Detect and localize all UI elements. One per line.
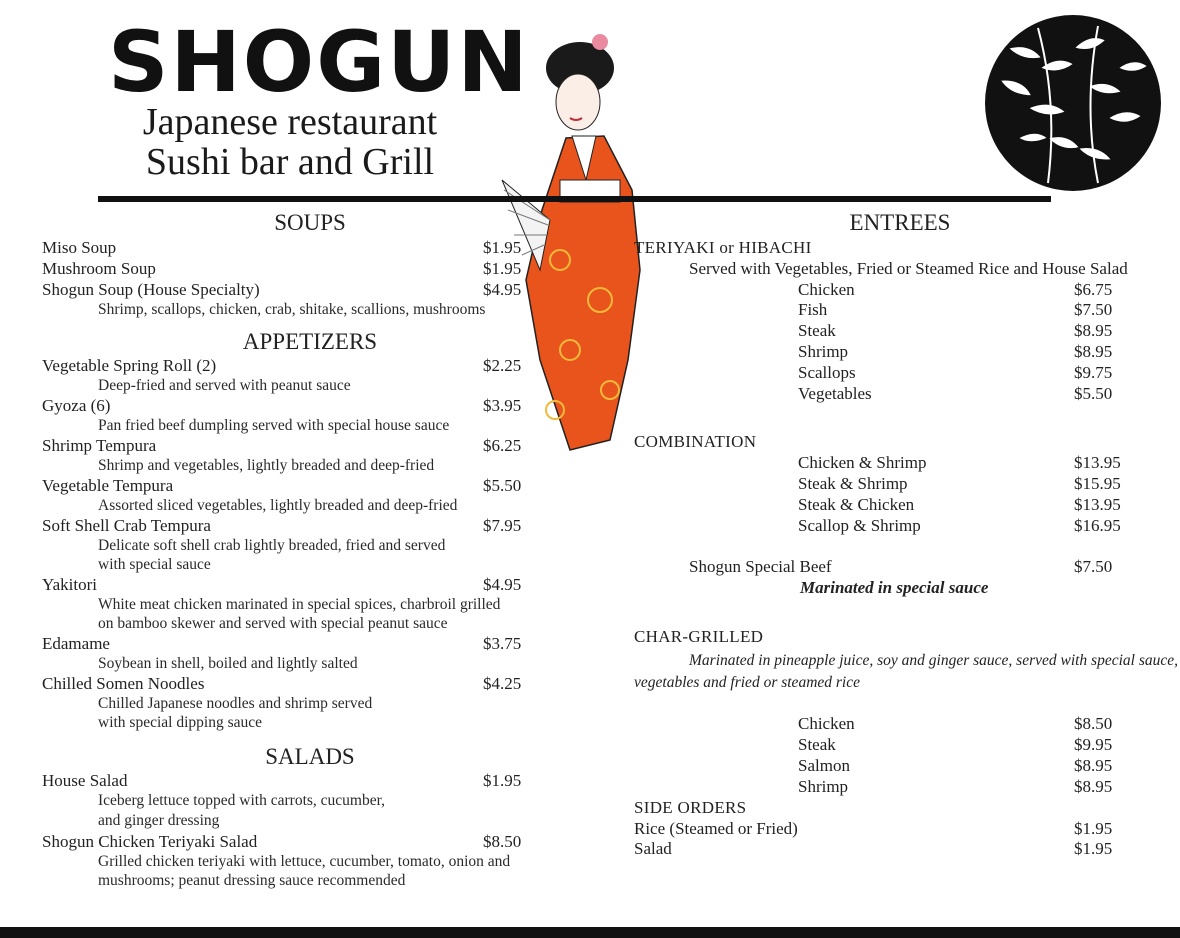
menu-item-description: with special sauce	[98, 556, 211, 573]
subtitle-line-1: Japanese restaurant	[142, 101, 438, 143]
salads-heading: SALADS	[265, 744, 355, 769]
brand-logo: SHOGUN	[108, 13, 530, 111]
menu-item-name: Shrimp	[798, 342, 849, 361]
menu-item-name: Salad	[634, 839, 672, 858]
menu-item-price: $3.75	[483, 634, 522, 653]
menu-item-price: $1.95	[1074, 839, 1113, 858]
menu-item-price: $8.95	[1074, 777, 1113, 796]
menu-item-price: $4.25	[483, 674, 522, 693]
menu-item-price: $4.95	[483, 280, 522, 299]
menu-item-price: $6.75	[1074, 280, 1113, 299]
menu-item-price: $3.95	[483, 396, 522, 415]
teriyaki-note: Served with Vegetables, Fried or Steamed Rice and House Salad	[689, 259, 1128, 278]
menu-item-description: Chilled Japanese noodles and shrimp served	[98, 695, 373, 712]
menu-item-name: Fish	[798, 300, 828, 319]
menu-item-description: Delicate soft shell crab lightly breaded, fried and served	[98, 537, 446, 554]
menu-item-name: Chilled Somen Noodles	[42, 674, 205, 693]
menu-item-name: Chicken & Shrimp	[798, 453, 927, 472]
menu-item-description: on bamboo skewer and served with special peanut sauce	[98, 615, 448, 632]
menu-item-description: Deep-fried and served with peanut sauce	[98, 377, 351, 394]
menu-item-price: $7.95	[483, 516, 522, 535]
menu-item-name: Shogun Soup (House Specialty)	[42, 280, 260, 299]
char-grilled-note: Marinated in pineapple juice, soy and ginger sauce, served with special sauce,	[689, 652, 1179, 669]
menu-item-description: Shrimp, scallops, chicken, crab, shitake, scallions, mushrooms	[98, 301, 486, 318]
menu-item-name: Steak	[798, 321, 836, 340]
menu-item-price: $7.50	[1074, 557, 1113, 576]
menu-item-price: $13.95	[1074, 495, 1121, 514]
menu-item-name: Shrimp	[798, 777, 849, 796]
menu-item-description: and ginger dressing	[98, 812, 220, 829]
menu-item-name: Steak	[798, 735, 836, 754]
entrees-heading: ENTREES	[849, 210, 951, 235]
menu-item-name: Soft Shell Crab Tempura	[42, 516, 211, 535]
side-orders-heading: SIDE ORDERS	[634, 798, 747, 817]
menu-item-name: Edamame	[42, 634, 110, 653]
menu-item-price: $9.75	[1074, 363, 1113, 382]
teriyaki-heading: TERIYAKI or HIBACHI	[634, 238, 812, 257]
menu-item-name: Salmon	[798, 756, 850, 775]
menu-item-price: $8.95	[1074, 756, 1113, 775]
menu-item-price: $5.50	[483, 476, 522, 495]
char-grilled-note: vegetables and fried or steamed rice	[634, 674, 860, 691]
menu-item-price: $9.95	[1074, 735, 1113, 754]
menu-item-name: Scallops	[798, 363, 856, 382]
special-note: Marinated in special sauce	[800, 578, 989, 597]
menu-item-description: Pan fried beef dumpling served with special house sauce	[98, 417, 450, 434]
menu-item-price: $8.50	[1074, 714, 1113, 733]
menu-item-price: $8.50	[483, 832, 522, 851]
menu-item-name: Chicken	[798, 280, 855, 299]
menu-item-description: Soybean in shell, boiled and lightly salted	[98, 655, 358, 672]
bamboo-emblem-icon	[978, 8, 1168, 198]
menu-item-description: Grilled chicken teriyaki with lettuce, cucumber, tomato, onion and	[98, 853, 511, 870]
menu-item-price: $1.95	[1074, 819, 1113, 838]
menu-item-name: Shogun Special Beef	[689, 557, 832, 576]
menu-item-name: Vegetable Tempura	[42, 476, 174, 495]
soups-heading: SOUPS	[274, 210, 346, 235]
menu-item-price: $15.95	[1074, 474, 1121, 493]
menu-item-description: mushrooms; peanut dressing sauce recommended	[98, 872, 406, 889]
menu-item-price: $16.95	[1074, 516, 1121, 535]
menu-item-price: $1.95	[483, 259, 522, 278]
menu-item-name: Yakitori	[42, 575, 97, 594]
menu-item-description: Iceberg lettuce topped with carrots, cucumber,	[98, 792, 386, 809]
menu-item-name: Gyoza (6)	[42, 396, 111, 415]
header-rule	[98, 196, 1051, 202]
menu-item-name: Vegetable Spring Roll (2)	[42, 356, 217, 375]
menu-item-price: $2.25	[483, 356, 522, 375]
menu-item-price: $7.50	[1074, 300, 1113, 319]
menu-item-name: Steak & Chicken	[798, 495, 915, 514]
footer-bar	[0, 927, 1180, 938]
menu-item-name: Rice (Steamed or Fried)	[634, 819, 798, 838]
menu-item-description: White meat chicken marinated in special spices, charbroil grilled	[98, 596, 501, 613]
menu-item-name: Miso Soup	[42, 238, 117, 257]
menu-item-price: $6.25	[483, 436, 522, 455]
combination-heading: COMBINATION	[634, 432, 757, 451]
menu-item-price: $8.95	[1074, 342, 1113, 361]
menu-item-name: House Salad	[42, 771, 128, 790]
menu-item-name: Mushroom Soup	[42, 259, 156, 278]
menu-item-description: Assorted sliced vegetables, lightly breaded and deep-fried	[98, 497, 458, 514]
menu-item-price: $1.95	[483, 238, 522, 257]
appetizers-heading: APPETIZERS	[242, 329, 378, 354]
char-grilled-heading: CHAR-GRILLED	[634, 627, 764, 646]
subtitle-line-2: Sushi bar and Grill	[145, 141, 435, 183]
menu-item-price: $8.95	[1074, 321, 1113, 340]
menu-item-description: with special dipping sauce	[98, 714, 262, 731]
menu-item-price: $4.95	[483, 575, 522, 594]
menu-item-description: Shrimp and vegetables, lightly breaded and deep-fried	[98, 457, 435, 474]
menu-item-name: Chicken	[798, 714, 855, 733]
menu-item-price: $13.95	[1074, 453, 1121, 472]
menu-item-price: $1.95	[483, 771, 522, 790]
menu-item-name: Shrimp Tempura	[42, 436, 157, 455]
menu-item-name: Steak & Shrimp	[798, 474, 908, 493]
menu-item-price: $5.50	[1074, 384, 1113, 403]
menu-item-name: Vegetables	[798, 384, 872, 403]
menu-item-name: Shogun Chicken Teriyaki Salad	[42, 832, 258, 851]
menu-item-name: Scallop & Shrimp	[798, 516, 921, 535]
